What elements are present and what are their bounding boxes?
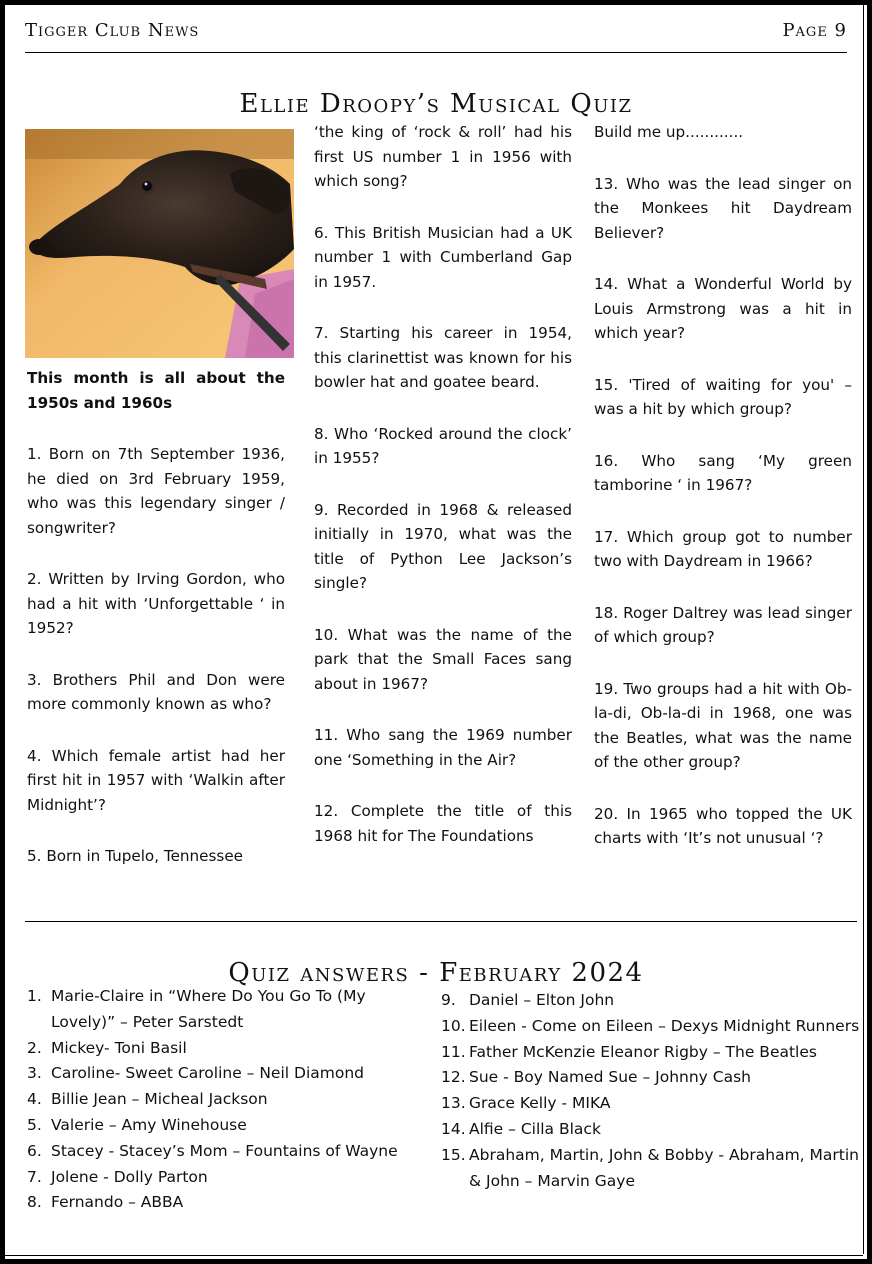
answer-item	[441, 988, 861, 1014]
quiz-question: 4. Which female artist had her first hit in 1957 with ‘Walkin after Midnight’?	[27, 746, 285, 814]
answer-number: 8.	[27, 1193, 42, 1212]
quiz-question: Build me up............	[594, 123, 744, 141]
page-border-right-inner	[863, 5, 864, 1254]
quiz-question: 9. Recorded in 1968 & released initially in 1970, what was the title of Python Lee Jackson’s single?	[314, 500, 572, 592]
quiz-question: 14. What a Wonderful World by Louis Armstrong was a hit in which year?	[594, 275, 852, 342]
answer-text: Daniel – Elton John	[469, 991, 615, 1009]
answer-item	[441, 1065, 861, 1091]
answer-number: 15.	[441, 1145, 466, 1164]
answer-text: Jolene - Dolly Parton	[51, 1167, 208, 1186]
answer-item	[27, 1190, 427, 1216]
answer-number: 7.	[27, 1167, 42, 1186]
quiz-question: 7. Starting his career in 1954, this clarinettist was known for his bowler hat and goatee beard.	[314, 324, 572, 391]
page-border-right	[867, 0, 872, 1264]
answer-text: Abraham, Martin, John & Bobby - Abraham, Martin & John – Marvin Gaye	[469, 1145, 859, 1190]
answer-item	[27, 1036, 427, 1062]
answer-item	[27, 1087, 427, 1113]
page-number: Page 9	[782, 20, 847, 41]
quiz-question: 11. Who sang the 1969 number one ‘Something in the Air?	[314, 726, 572, 769]
answer-text: Eileen - Come on Eileen – Dexys Midnight Runners	[469, 1016, 860, 1035]
answer-number: 9.	[441, 991, 456, 1009]
answer-number: 5.	[27, 1115, 42, 1134]
answer-text: Billie Jean – Micheal Jackson	[51, 1090, 268, 1109]
answer-text: Marie-Claire in “Where Do You Go To (My Lovely)” – Peter Sarstedt	[51, 987, 366, 1031]
dog-photo	[25, 129, 294, 358]
quiz-question: 13. Who was the lead singer on the Monkees hit Daydream Believer?	[594, 174, 852, 242]
quiz-question: 15. 'Tired of waiting for you' – was a hit by which group?	[594, 375, 852, 418]
answer-text: Valerie – Amy Winehouse	[51, 1115, 247, 1134]
quiz-question: 5. Born in Tupelo, Tennessee	[27, 847, 244, 865]
page-border-bottom-inner	[5, 1255, 863, 1256]
page-border-top	[0, 0, 872, 5]
quiz-column-1	[27, 366, 285, 896]
quiz-title: Ellie Droopy’s Musical Quiz	[239, 89, 633, 120]
answer-text: Stacey - Stacey’s Mom – Fountains of Wayne	[51, 1141, 398, 1160]
quiz-question: 20. In 1965 who topped the UK charts with ‘It’s not unusual ‘?	[594, 804, 852, 847]
answer-item	[27, 1165, 427, 1191]
quiz-question: 1. Born on 7th September 1936, he died on 3rd February 1959, who was this legendary singer / songwriter?	[27, 445, 285, 537]
header-divider	[25, 52, 847, 53]
quiz-question: 3. Brothers Phil and Don were more commonly known as who?	[27, 670, 285, 713]
answer-number: 11.	[441, 1042, 466, 1061]
page-border-bottom	[0, 1259, 872, 1264]
answer-text: Alfie – Cilla Black	[469, 1119, 601, 1138]
answer-number: 1.	[27, 987, 42, 1005]
answer-number: 14.	[441, 1119, 466, 1138]
answer-item	[441, 1143, 861, 1195]
answer-item	[441, 1014, 861, 1040]
answers-title: Quiz answers - February 2024	[228, 957, 644, 988]
quiz-question: ‘the king of ‘rock & roll’ had his first US number 1 in 1956 with which song?	[314, 123, 572, 190]
quiz-question: 8. Who ‘Rocked around the clock’ in 1955?	[314, 424, 572, 467]
answer-item	[441, 1117, 861, 1143]
answers-list-left	[27, 984, 427, 1216]
answer-text: Grace Kelly - MIKA	[469, 1094, 611, 1113]
answer-number: 10.	[441, 1016, 466, 1035]
quiz-question: 12. Complete the title of this 1968 hit for The Foundations	[314, 802, 572, 845]
answer-number: 2.	[27, 1038, 42, 1057]
answer-item	[27, 984, 427, 1036]
greyhound-image	[25, 129, 294, 358]
answer-text: Mickey- Toni Basil	[51, 1038, 187, 1057]
answer-number: 12.	[441, 1068, 466, 1087]
answer-item	[27, 1113, 427, 1139]
page-header	[25, 20, 847, 50]
answer-number: 4.	[27, 1090, 42, 1109]
publication-name: Tigger Club News	[25, 20, 200, 41]
answer-text: Fernando – ABBA	[51, 1193, 184, 1212]
quiz-question: 16. Who sang ‘My green tamborine ‘ in 1967?	[594, 451, 852, 494]
answers-list-right	[441, 988, 861, 1194]
answer-number: 3.	[27, 1064, 42, 1083]
answer-item	[441, 1040, 861, 1066]
answer-number: 6.	[27, 1141, 42, 1160]
quiz-column-2	[314, 120, 572, 875]
answer-item	[441, 1091, 861, 1117]
page-border-left	[0, 0, 5, 1264]
answer-number: 13.	[441, 1094, 466, 1113]
quiz-question: 2. Written by Irving Gordon, who had a hit with ‘Unforgettable ‘ in 1952?	[27, 570, 285, 637]
answer-item	[27, 1061, 427, 1087]
quiz-question: 10. What was the name of the park that the Small Faces sang about in 1967?	[314, 625, 572, 693]
quiz-column-3	[594, 120, 852, 878]
quiz-question: 18. Roger Daltrey was lead singer of which group?	[594, 603, 852, 646]
answer-text: Father McKenzie Eleanor Rigby – The Beatles	[469, 1042, 817, 1061]
quiz-intro: This month is all about the 1950s and 1960s	[27, 369, 285, 412]
answer-text: Sue - Boy Named Sue – Johnny Cash	[469, 1068, 752, 1087]
quiz-question: 17. Which group got to number two with Daydream in 1966?	[594, 527, 852, 570]
section-divider	[25, 921, 857, 922]
quiz-question: 6. This British Musician had a UK number 1 with Cumberland Gap in 1957.	[314, 223, 572, 291]
answer-item	[27, 1139, 427, 1165]
answer-text: Caroline- Sweet Caroline – Neil Diamond	[51, 1064, 364, 1083]
quiz-question: 19. Two groups had a hit with Ob-la-di, Ob-la-di in 1968, one was the Beatles, what was the name of the other group?	[594, 679, 852, 771]
